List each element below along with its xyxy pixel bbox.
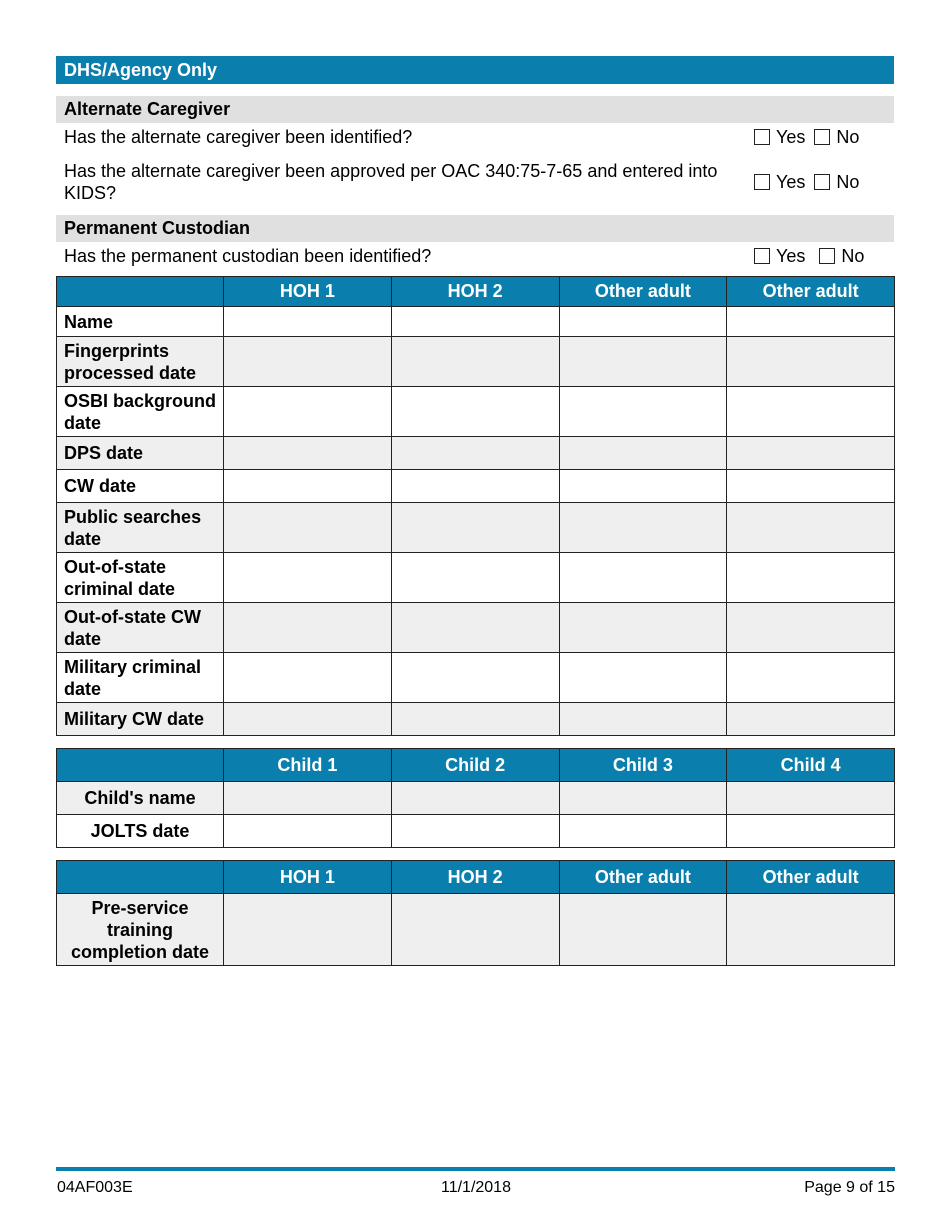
- form-page: [56, 56, 894, 966]
- table-row: [57, 703, 895, 736]
- entry-cell[interactable]: [391, 337, 559, 387]
- page-number: Page 9 of 15: [804, 1179, 895, 1196]
- entry-cell[interactable]: [224, 703, 392, 736]
- column-header: HOH 2: [391, 861, 559, 894]
- entry-cell[interactable]: [559, 603, 727, 653]
- permanent-custodian-heading: Permanent Custodian: [56, 215, 894, 242]
- yes-label: Yes: [776, 126, 806, 147]
- table-row: [57, 815, 895, 848]
- no-label: No: [836, 171, 860, 192]
- entry-cell[interactable]: [559, 437, 727, 470]
- question-text: Has the alternate caregiver been approved per OAC 340:75-7-65 and entered into KIDS?: [64, 161, 718, 203]
- entry-cell[interactable]: [727, 553, 895, 603]
- entry-cell[interactable]: [391, 387, 559, 437]
- table-row: [57, 603, 895, 653]
- training-table: [56, 860, 895, 966]
- alt-caregiver-identified-row: [56, 123, 894, 151]
- entry-cell[interactable]: [727, 603, 895, 653]
- entry-cell[interactable]: [224, 653, 392, 703]
- form-id: 04AF003E: [57, 1179, 133, 1196]
- entry-cell[interactable]: [224, 307, 392, 337]
- row-label: Out-of-state CW date: [57, 603, 224, 653]
- custodian-identified-row: [56, 242, 894, 270]
- entry-cell[interactable]: [391, 470, 559, 503]
- yes-checkbox[interactable]: [754, 248, 770, 264]
- row-label: Military CW date: [57, 703, 224, 736]
- entry-cell[interactable]: [727, 503, 895, 553]
- entry-cell[interactable]: [391, 703, 559, 736]
- background-checks-table: [56, 276, 895, 736]
- column-header: Child 1: [224, 749, 392, 782]
- column-header: Other adult: [559, 861, 727, 894]
- entry-cell[interactable]: [391, 553, 559, 603]
- no-checkbox[interactable]: [814, 129, 830, 145]
- table-row: [57, 782, 895, 815]
- entry-cell[interactable]: [391, 653, 559, 703]
- page-footer: [57, 1179, 895, 1197]
- column-header: Child 4: [727, 749, 895, 782]
- row-label: Name: [57, 307, 224, 337]
- entry-cell[interactable]: [224, 782, 392, 815]
- entry-cell[interactable]: [224, 553, 392, 603]
- entry-cell[interactable]: [559, 703, 727, 736]
- row-label: DPS date: [57, 437, 224, 470]
- entry-cell[interactable]: [727, 387, 895, 437]
- column-header: Other adult: [559, 277, 727, 307]
- table-row: [57, 503, 895, 553]
- row-label: Fingerprints processed date: [57, 337, 224, 387]
- footer-rule: [56, 1167, 895, 1171]
- entry-cell[interactable]: [559, 387, 727, 437]
- table-header-row: [57, 861, 895, 894]
- row-label: Public searches date: [57, 503, 224, 553]
- entry-cell[interactable]: [559, 815, 727, 848]
- no-label: No: [836, 126, 860, 147]
- entry-cell[interactable]: [559, 470, 727, 503]
- entry-cell[interactable]: [727, 437, 895, 470]
- entry-cell[interactable]: [559, 337, 727, 387]
- question-text: Has the alternate caregiver been identified?: [64, 127, 413, 147]
- yes-no-group: [754, 246, 894, 267]
- entry-cell[interactable]: [224, 437, 392, 470]
- table-row: [57, 307, 895, 337]
- column-header: Child 3: [559, 749, 727, 782]
- entry-cell[interactable]: [727, 653, 895, 703]
- no-label: No: [841, 245, 865, 266]
- entry-cell[interactable]: [224, 470, 392, 503]
- entry-cell[interactable]: [559, 894, 727, 966]
- yes-label: Yes: [776, 171, 806, 192]
- yes-checkbox[interactable]: [754, 129, 770, 145]
- no-checkbox[interactable]: [819, 248, 835, 264]
- table-row: [57, 437, 895, 470]
- entry-cell[interactable]: [559, 553, 727, 603]
- alt-caregiver-approved-row: [56, 157, 894, 207]
- entry-cell[interactable]: [559, 782, 727, 815]
- entry-cell[interactable]: [224, 894, 392, 966]
- column-header: [57, 277, 224, 307]
- section-banner: DHS/Agency Only: [56, 56, 894, 84]
- yes-label: Yes: [776, 245, 806, 266]
- entry-cell[interactable]: [224, 815, 392, 848]
- alternate-caregiver-heading: Alternate Caregiver: [56, 96, 894, 123]
- entry-cell[interactable]: [391, 894, 559, 966]
- yes-no-group: [754, 127, 894, 148]
- entry-cell[interactable]: [727, 782, 895, 815]
- row-label: Child's name: [57, 782, 224, 815]
- yes-checkbox[interactable]: [754, 174, 770, 190]
- row-label: JOLTS date: [57, 815, 224, 848]
- column-header: [57, 749, 224, 782]
- entry-cell[interactable]: [391, 782, 559, 815]
- entry-cell[interactable]: [559, 503, 727, 553]
- entry-cell[interactable]: [391, 307, 559, 337]
- entry-cell[interactable]: [559, 307, 727, 337]
- entry-cell[interactable]: [391, 603, 559, 653]
- row-label: Pre-service training completion date: [57, 894, 224, 966]
- table-row: [57, 337, 895, 387]
- table-row: [57, 470, 895, 503]
- row-label: Military criminal date: [57, 653, 224, 703]
- row-label: CW date: [57, 470, 224, 503]
- column-header: HOH 1: [224, 277, 392, 307]
- column-header: HOH 1: [224, 861, 392, 894]
- entry-cell[interactable]: [391, 437, 559, 470]
- column-header: HOH 2: [391, 277, 559, 307]
- table-row: [57, 387, 895, 437]
- column-header: Child 2: [391, 749, 559, 782]
- yes-no-group: [754, 172, 894, 193]
- column-header: [57, 861, 224, 894]
- table-row: [57, 553, 895, 603]
- entry-cell[interactable]: [224, 387, 392, 437]
- entry-cell[interactable]: [727, 337, 895, 387]
- entry-cell[interactable]: [559, 653, 727, 703]
- entry-cell[interactable]: [727, 470, 895, 503]
- table-row: [57, 653, 895, 703]
- entry-cell[interactable]: [224, 603, 392, 653]
- question-text: Has the permanent custodian been identified?: [64, 246, 432, 266]
- entry-cell[interactable]: [727, 894, 895, 966]
- revision-date: 11/1/2018: [440, 1179, 511, 1196]
- entry-cell[interactable]: [224, 503, 392, 553]
- child-jolts-table: [56, 748, 895, 848]
- entry-cell[interactable]: [224, 337, 392, 387]
- table-header-row: [57, 277, 895, 307]
- table-row: [57, 894, 895, 966]
- entry-cell[interactable]: [727, 815, 895, 848]
- entry-cell[interactable]: [391, 815, 559, 848]
- no-checkbox[interactable]: [814, 174, 830, 190]
- table-header-row: [57, 749, 895, 782]
- column-header: Other adult: [727, 277, 895, 307]
- entry-cell[interactable]: [727, 703, 895, 736]
- row-label: OSBI background date: [57, 387, 224, 437]
- entry-cell[interactable]: [727, 307, 895, 337]
- column-header: Other adult: [727, 861, 895, 894]
- row-label: Out-of-state criminal date: [57, 553, 224, 603]
- entry-cell[interactable]: [391, 503, 559, 553]
